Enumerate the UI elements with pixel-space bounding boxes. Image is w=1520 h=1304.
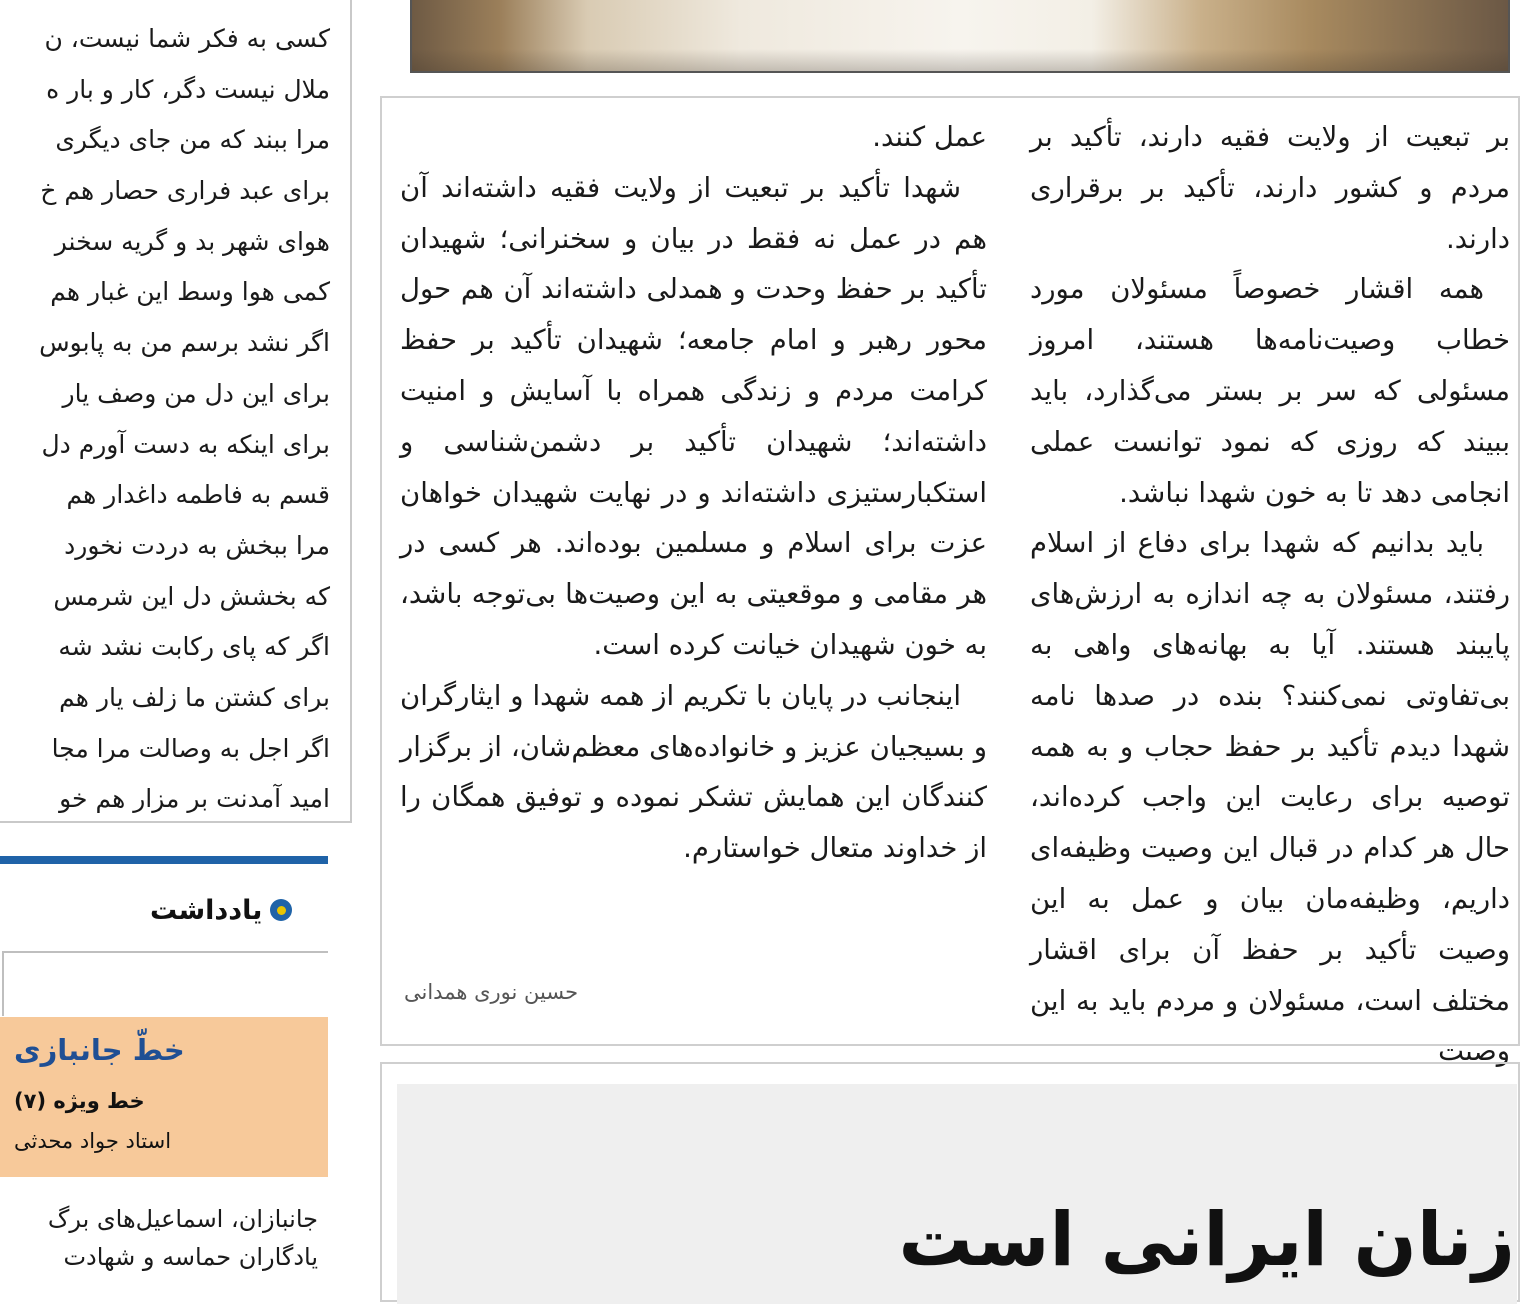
note-body [0, 1200, 318, 1285]
poem-line: اگر نشد برسم من به پابوس [39, 328, 330, 358]
note-heading [150, 888, 330, 932]
article-paragraph: عمل کنند. [872, 121, 987, 153]
poem-line: مرا ببخش به دردت نخورد [64, 530, 330, 560]
article-photo [410, 0, 1510, 73]
poem-line: برای این دل من وصف یار [62, 378, 330, 408]
poem-line: هوای شهر بد و گریه سخنر [54, 226, 330, 256]
lower-headline: زنان ایرانی است [898, 1197, 1515, 1283]
poem-line: برای عبد فراری حصار هم خ [40, 176, 330, 206]
bullet-icon [270, 899, 292, 921]
note-divider [2, 951, 328, 953]
column-subtitle: خط ویژه (۷) [14, 1089, 145, 1113]
column-title: خطّ جانبازی [14, 1033, 185, 1067]
poem-line: مرا ببند که من جای دیگری [55, 125, 330, 155]
note-body-line: یادگاران حماسه و شهادت [63, 1243, 318, 1271]
note-vertical-divider [2, 951, 4, 1016]
article-paragraph: شهدا تأکید بر تبعیت از ولایت فقیه داشته‌اند آن هم در عمل نه فقط در بیان و سخنرانی؛ شهیدان تأکید بر حفظ وحدت و همدلی داشته‌اند آن هم حول محور رهبر و امام جامعه؛ شهیدان تأکید بر حفظ کرامت مردم و زندگی همراه با آسایش و امنیت داشته‌اند؛ شهیدان تأکید بر دشمن‌شناسی و استکبارستیزی داشته‌اند و در نهایت شهیدان خواهان عزت برای اسلام و مسلمین بوده‌اند. هر کسی در هر مقامی و موقعیتی به این وصیت‌ها بی‌توجه باشد، به خون شهیدان خیانت کرده است. [400, 171, 987, 661]
poem-line: امید آمدنت بر مزار هم خو [59, 784, 330, 814]
note-body-line: جانبازان، اسماعیل‌های برگ [47, 1205, 318, 1233]
column-intro-box [0, 1017, 328, 1177]
article-signature: حسین نوری همدانی [404, 980, 579, 1004]
poem-line: اگر که پای رکابت نشد شه [58, 632, 330, 662]
poem-line: کمی هوا وسط این غبار هم [50, 277, 330, 307]
poem-line: ملال نیست دگر، کار و بار ه [46, 74, 330, 104]
poem-line: کسی به فکر شما نیست، ن [44, 24, 330, 53]
poem-line: که بخشش دل این شرمس [53, 581, 330, 611]
article-column-middle [400, 112, 987, 1012]
article-column-right [1030, 112, 1510, 1068]
article-paragraph: اینجانب در پایان با تکریم از همه شهدا و ایثارگران و بسیجیان عزیز و خانواده‌های معظم‌شان، از برگزار کنندگان این همایش تشکر نموده و توفیق همگان را از خداوند متعال خواستارم. [400, 679, 987, 865]
article-paragraph: همه اقشار خصوصاً مسئولان مورد خطاب وصیت‌نامه‌ها هستند، امروز مسئولی که سر بر بستر می‌گذارد، باید ببیند که روزی که نمود توانست عملی انجامی دهد تا به خون شهدا نباشد. [1030, 273, 1510, 509]
poem-line: اگر اجل به وصالت مرا مجا [51, 733, 330, 763]
article-paragraph: بر تبعیت از ولایت فقیه دارند، تأکید بر مردم و کشور دارند، تأکید بر برقراری دارند. [1030, 121, 1510, 255]
note-section-bar [0, 856, 328, 864]
poem-line: برای اینکه به دست آورم دل [41, 429, 330, 459]
note-heading-label: یادداشت [150, 894, 263, 926]
column-author: استاد جواد محدثی [14, 1129, 172, 1153]
poem-line: برای کشتن ما زلف یار هم [59, 682, 330, 712]
article-paragraph: باید بدانیم که شهدا برای دفاع از اسلام رفتند، مسئولان به چه اندازه به ارزش‌های پایبند هستند. آیا به بهانه‌های واهی به بی‌تفاوتی نمی‌کنند؟ بنده در صدها نامه شهدا دیدم تأکید بر حفظ حجاب و به همه توصیه برای رعایت این واجب کرده‌اند، حال هر کدام در قبال این وصیت وظیفه‌ای داریم، وظیفه‌مان بیان و عمل به این وصیت تأکید بر حفظ آن برای اقشار مختلف است، مسئولان و مردم باید به این وصیت [1030, 527, 1510, 1068]
poem-lines [39, 14, 330, 825]
poem-column [0, 0, 330, 820]
poem-line: قسم به فاطمه داغدار هم [66, 480, 330, 510]
